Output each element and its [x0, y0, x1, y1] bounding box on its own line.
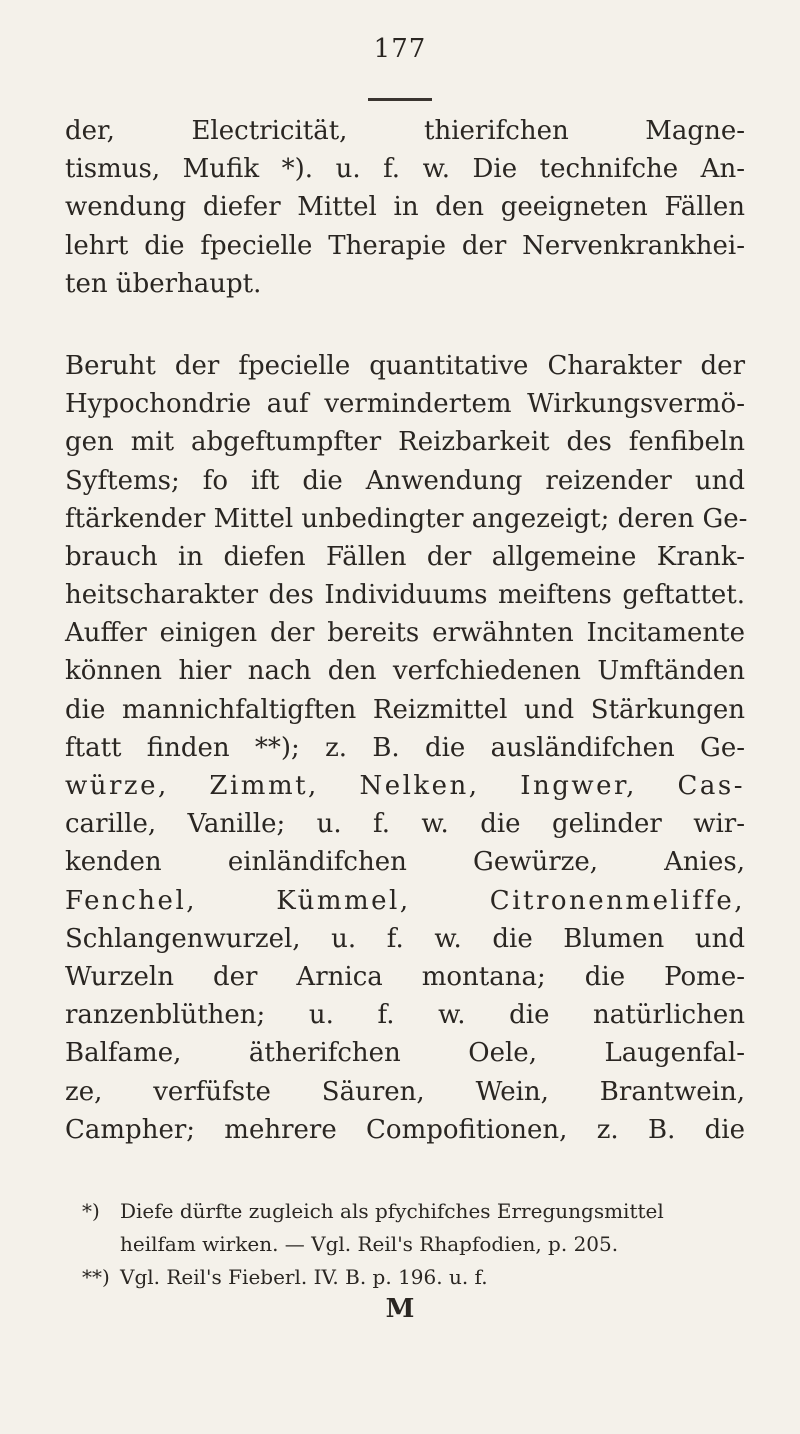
text-line: Campher; mehrere Compofitionen, z. B. die — [65, 1114, 745, 1145]
text-line: ten überhaupt. — [65, 268, 262, 299]
text-line: ftatt finden **); z. B. die ausländifchen Ge- — [65, 732, 745, 763]
text-line: ranzenblüthen; u. f. w. die natürlichen — [65, 1000, 745, 1031]
text-line: Fenchel, Kümmel, Citronenmeliffe, — [65, 885, 745, 916]
text-line: kenden einländifchen Gewürze, Anies, — [65, 847, 745, 878]
text-line: Schlangenwurzel, u. f. w. die Blumen und — [65, 923, 745, 954]
footnotes — [82, 1195, 747, 1294]
main-text — [65, 112, 748, 1149]
text-line: Beruht der fpecielle quantitative Charakter der — [65, 350, 745, 381]
footnote-line: heilfam wirken. — Vgl. Reil's Rhapfodien, p. 205. — [120, 1232, 619, 1256]
text-line: ze, verfüfste Säuren, Wein, Brantwein, — [65, 1076, 745, 1107]
text-line: ftärkender Mittel unbedingter angezeigt; deren Ge- — [65, 503, 748, 534]
text-line: wendung diefer Mittel in den geeigneten Fällen — [65, 192, 745, 223]
text-line: brauch in diefen Fällen der allgemeine Krank- — [65, 541, 745, 572]
header-rule — [368, 98, 432, 101]
text-line: Balfame, ätherifchen Oele, Laugenfal- — [65, 1038, 745, 1069]
text-line: lehrt die fpecielle Therapie der Nervenkrankhei- — [65, 230, 745, 261]
footnote-line: Diefe dürfte zugleich als pfychifches Erregungsmittel — [120, 1199, 664, 1223]
text-line: heitscharakter des Individuums meiftens geftattet. — [65, 580, 745, 611]
paragraph-gap — [65, 303, 745, 347]
text-line: die mannichfaltigften Reizmittel und Stärkungen — [65, 694, 745, 725]
text-line: würze, Zimmt, Nelken, Ingwer, Cas- — [65, 771, 745, 801]
paragraph-2 — [65, 347, 748, 1149]
text-line: carille, Vanille; u. f. w. die gelinder wir- — [65, 809, 745, 840]
text-line: gen mit abgeftumpfter Reizbarkeit des fenfibeln — [65, 427, 745, 458]
text-line: tismus, Mufik *). u. f. w. Die technifche An- — [65, 154, 745, 185]
paragraph-1 — [65, 112, 745, 303]
text-line: können hier nach den verfchiedenen Umftänden — [65, 656, 745, 687]
text-line: Auffer einigen der bereits erwähnten Incitamente — [65, 618, 745, 649]
page-number: 177 — [373, 34, 427, 64]
footnote-line: Vgl. Reil's Fieberl. IV. B. p. 196. u. f. — [120, 1265, 488, 1289]
text-line: der, Electricität, thierifchen Magne- — [65, 116, 745, 146]
signature-mark: M — [385, 1294, 415, 1324]
footnote-marker: *) — [82, 1199, 100, 1223]
footnote-marker: **) — [82, 1265, 110, 1289]
text-line: Hypochondrie auf vermindertem Wirkungsvermö- — [65, 389, 745, 420]
footnote-1 — [82, 1195, 747, 1261]
footnote-2 — [82, 1261, 747, 1294]
text-line: Syftems; fo ift die Anwendung reizender und — [65, 465, 745, 496]
text-line: Wurzeln der Arnica montana; die Pome- — [65, 961, 745, 992]
